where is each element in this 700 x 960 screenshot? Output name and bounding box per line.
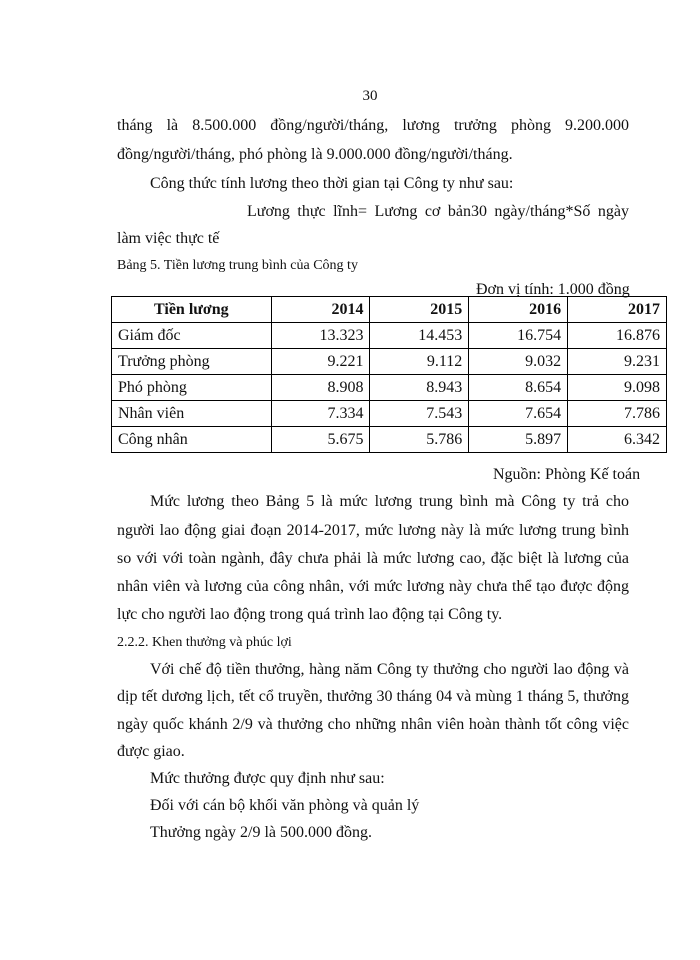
table-cell: 7.334 bbox=[271, 401, 370, 427]
header-cell: 2017 bbox=[568, 297, 667, 323]
formula-line: Lương thực lĩnh= Lương cơ bản30 ngày/tháng*Số ngày bbox=[247, 203, 629, 220]
table-cell: 9.112 bbox=[370, 349, 469, 375]
text-line: được giao. bbox=[117, 743, 185, 760]
text-line: tháng là 8.500.000 đồng/người/tháng, lương trưởng phòng 9.200.000 bbox=[117, 117, 629, 134]
table-row bbox=[112, 427, 667, 453]
text-line: lực cho người lao động trong quá trình lao động tại Công ty. bbox=[117, 606, 503, 623]
table-cell: 5.897 bbox=[469, 427, 568, 453]
text-line: Đối với cán bộ khối văn phòng và quản lý bbox=[150, 797, 420, 814]
source-note: Nguồn: Phòng Kế toán bbox=[493, 466, 641, 483]
table-cell: 16.754 bbox=[469, 323, 568, 349]
table-cell: 9.032 bbox=[469, 349, 568, 375]
row-label: Trưởng phòng bbox=[112, 349, 272, 375]
text-line: Công thức tính lương theo thời gian tại Công ty như sau: bbox=[150, 175, 514, 192]
table-row bbox=[112, 375, 667, 401]
row-label: Phó phòng bbox=[112, 375, 272, 401]
text-line: Thưởng ngày 2/9 là 500.000 đồng. bbox=[150, 824, 372, 841]
row-label: Giám đốc bbox=[112, 323, 272, 349]
section-heading: 2.2.2. Khen thưởng và phúc lợi bbox=[117, 635, 292, 650]
text-line: ngày quốc khánh 2/9 và thưởng cho những nhân viên hoàn thành tốt công việc bbox=[117, 716, 629, 733]
table-cell: 9.098 bbox=[568, 375, 667, 401]
table-cell: 9.231 bbox=[568, 349, 667, 375]
text-line: dịp tết dương lịch, tết cổ truyền, thưởng 30 tháng 04 và mùng 1 tháng 5, thưởng bbox=[117, 688, 629, 705]
table-cell: 7.654 bbox=[469, 401, 568, 427]
text-line: nhân viên và lương của công nhân, với mức lương này chưa thể tạo được động bbox=[117, 578, 629, 595]
table-cell: 8.654 bbox=[469, 375, 568, 401]
page-number: 30 bbox=[362, 88, 378, 104]
text-line: đồng/người/tháng, phó phòng là 9.000.000 đồng/người/tháng. bbox=[117, 146, 513, 163]
table-row bbox=[112, 323, 667, 349]
table-cell: 5.675 bbox=[271, 427, 370, 453]
table-cell: 7.543 bbox=[370, 401, 469, 427]
table-cell: 6.342 bbox=[568, 427, 667, 453]
table-cell: 8.908 bbox=[271, 375, 370, 401]
table-cell: 8.943 bbox=[370, 375, 469, 401]
salary-table bbox=[111, 296, 667, 453]
table-cell: 14.453 bbox=[370, 323, 469, 349]
row-label: Công nhân bbox=[112, 427, 272, 453]
table-row bbox=[112, 401, 667, 427]
text-line: so với với toàn ngành, đây chưa phải là mức lương cao, đặc biệt là lương của bbox=[117, 550, 629, 567]
header-cell: 2014 bbox=[271, 297, 370, 323]
unit-label: Đơn vị tính: 1.000 đồng bbox=[476, 281, 630, 298]
table-cell: 7.786 bbox=[568, 401, 667, 427]
table-row bbox=[112, 349, 667, 375]
table-header-row bbox=[112, 297, 667, 323]
header-cell: 2015 bbox=[370, 297, 469, 323]
table-cell: 16.876 bbox=[568, 323, 667, 349]
table-cell: 5.786 bbox=[370, 427, 469, 453]
table-cell: 9.221 bbox=[271, 349, 370, 375]
text-line: Mức lương theo Bảng 5 là mức lương trung bình mà Công ty trả cho bbox=[150, 493, 629, 510]
text-line: Với chế độ tiền thưởng, hàng năm Công ty thưởng cho người lao động và bbox=[150, 661, 629, 678]
table-caption: Bảng 5. Tiền lương trung bình của Công ty bbox=[117, 258, 358, 273]
row-label: Nhân viên bbox=[112, 401, 272, 427]
text-line: Mức thưởng được quy định như sau: bbox=[150, 770, 385, 787]
header-cell: Tiền lương bbox=[112, 297, 272, 323]
text-line: người lao động giai đoạn 2014-2017, mức lương này là mức lương trung bình bbox=[117, 522, 629, 539]
formula-line: làm việc thực tế bbox=[117, 230, 220, 247]
header-cell: 2016 bbox=[469, 297, 568, 323]
table-cell: 13.323 bbox=[271, 323, 370, 349]
